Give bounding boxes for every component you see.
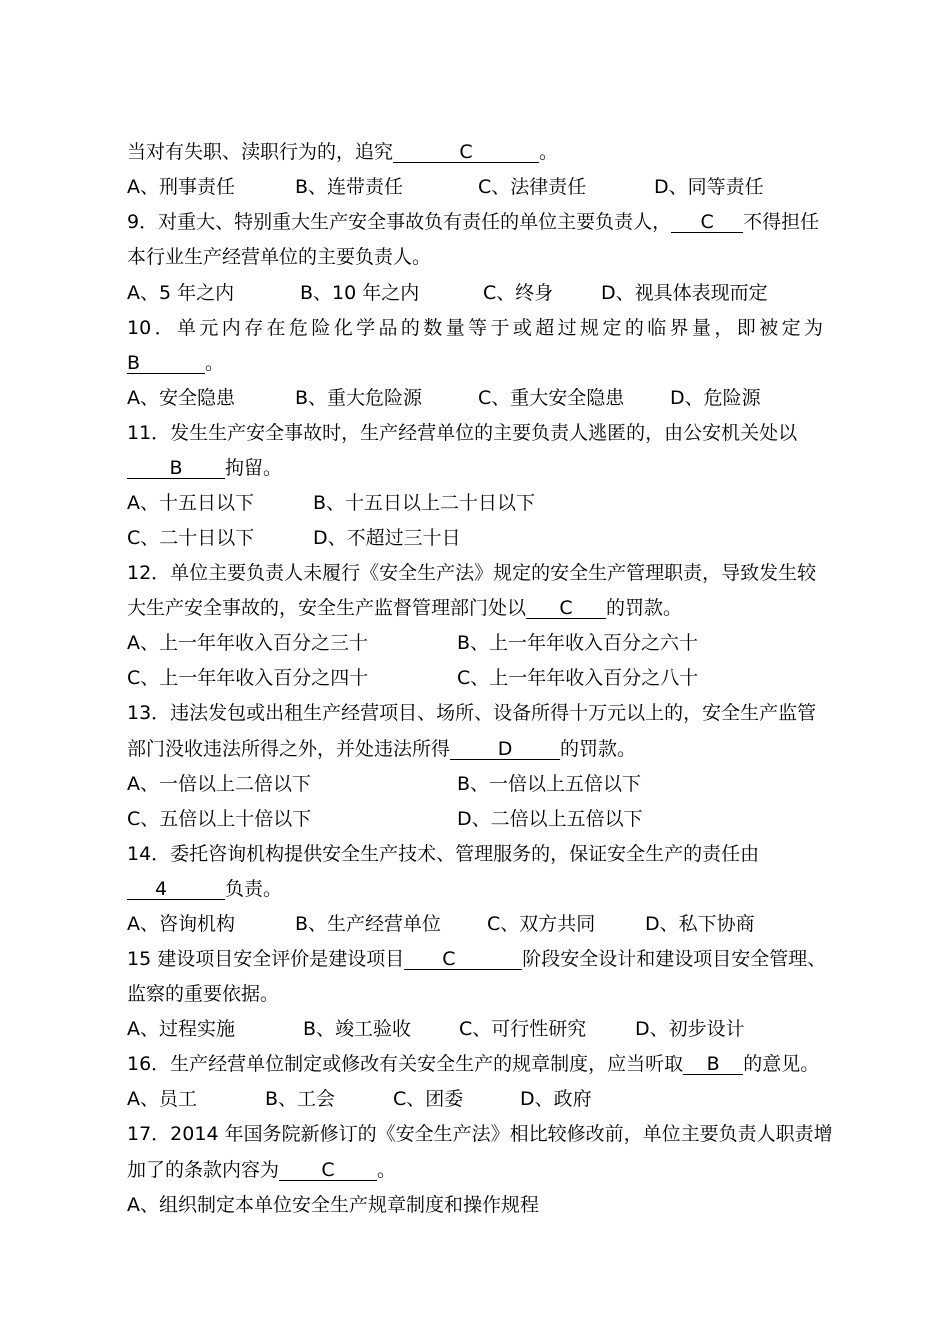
option-a: A、员工 bbox=[127, 1088, 197, 1110]
question-17-stem-line-2: 加了的条款内容为 C 。 bbox=[127, 1159, 397, 1181]
option-c: C、五倍以上十倍以下 bbox=[127, 808, 312, 830]
option-c: C、双方共同 bbox=[487, 913, 596, 935]
answer-blank: 4 bbox=[127, 877, 225, 900]
option-c: C、重大安全隐患 bbox=[478, 387, 625, 409]
option-c: C、上一年年收入百分之四十 bbox=[127, 667, 369, 689]
option-b: B、竣工验收 bbox=[303, 1018, 412, 1040]
option-d: D、危险源 bbox=[670, 387, 761, 409]
question-14-stem: 14．委托咨询机构提供安全生产技术、管理服务的，保证安全生产的责任由 bbox=[127, 843, 760, 865]
option-a: A、安全隐患 bbox=[127, 387, 235, 409]
question-16-stem: 16．生产经营单位制定或修改有关安全生产的规章制度，应当听取 B 的意见。 bbox=[127, 1053, 820, 1075]
option-d: D、视具体表现而定 bbox=[601, 282, 768, 304]
answer-blank: C bbox=[404, 947, 522, 970]
answer-blank: B bbox=[127, 456, 225, 479]
answer-blank: C bbox=[279, 1158, 377, 1181]
answer-blank: B bbox=[127, 351, 205, 374]
question-9-stem-line-2: 本行业生产经营单位的主要负责人。 bbox=[127, 246, 432, 268]
option-b: B、工会 bbox=[265, 1088, 336, 1110]
answer-blank: C bbox=[526, 596, 606, 619]
answer-blank: C bbox=[671, 210, 743, 233]
option-d: D、政府 bbox=[520, 1088, 592, 1110]
question-14-stem-line-2: 4 负责。 bbox=[127, 877, 282, 901]
question-9-stem: 9．对重大、特别重大生产安全事故负有责任的单位主要负责人， C 不得担任 bbox=[127, 211, 820, 233]
option-b: B、生产经营单位 bbox=[295, 913, 442, 935]
option-a: A、刑事责任 bbox=[127, 176, 235, 198]
option-b: B、上一年年收入百分之六十 bbox=[457, 632, 699, 654]
answer-blank: C bbox=[393, 140, 539, 163]
question-11-stem: 11．发生生产安全事故时，生产经营单位的主要负责人逃匿的，由公安机关处以 bbox=[127, 422, 798, 444]
option-c: C、终身 bbox=[483, 282, 554, 304]
option-b: B、十五日以上二十日以下 bbox=[313, 492, 536, 514]
option-c: C、团委 bbox=[393, 1088, 464, 1110]
option-b: B、10 年之内 bbox=[300, 282, 420, 304]
option-d: C、上一年年收入百分之八十 bbox=[457, 667, 699, 689]
option-a: A、5 年之内 bbox=[127, 282, 235, 304]
answer-blank: B bbox=[683, 1052, 743, 1075]
question-13-stem-line-2: 部门没收违法所得之外，并处违法所得 D 的罚款。 bbox=[127, 738, 637, 760]
option-d: D、私下协商 bbox=[645, 913, 755, 935]
option-a: A、上一年年收入百分之三十 bbox=[127, 632, 368, 654]
question-17-option-a: A、组织制定本单位安全生产规章制度和操作规程 bbox=[127, 1194, 539, 1216]
question-10-stem: 10．单元内存在危险化学品的数量等于或超过规定的临界量，即被定为 bbox=[127, 317, 823, 339]
option-d: D、初步设计 bbox=[635, 1018, 745, 1040]
option-c: C、可行性研究 bbox=[459, 1018, 587, 1040]
option-d: D、二倍以上五倍以下 bbox=[457, 808, 643, 830]
question-10-stem-line-2: B 。 bbox=[127, 352, 225, 374]
option-d: D、同等责任 bbox=[654, 176, 764, 198]
option-a: A、过程实施 bbox=[127, 1018, 235, 1040]
question-13-stem: 13．违法发包或出租生产经营项目、场所、设备所得十万元以上的，安全生产监管 bbox=[127, 702, 817, 724]
question-17-stem: 17．2014 年国务院新修订的《安全生产法》相比较修改前，单位主要负责人职责增 bbox=[127, 1123, 833, 1145]
answer-blank: D bbox=[450, 737, 560, 760]
question-12-stem: 12．单位主要负责人未履行《安全生产法》规定的安全生产管理职责，导致发生较 bbox=[127, 562, 817, 584]
option-a: A、咨询机构 bbox=[127, 913, 235, 935]
option-a: A、一倍以上二倍以下 bbox=[127, 773, 311, 795]
question-15-stem-line-2: 监察的重要依据。 bbox=[127, 983, 280, 1005]
question-8-stem-end: 当对有失职、渎职行为的，追究 C 。 bbox=[127, 141, 559, 163]
option-d: D、不超过三十日 bbox=[313, 527, 461, 549]
option-c: C、法律责任 bbox=[478, 176, 587, 198]
option-b: B、一倍以上五倍以下 bbox=[457, 773, 642, 795]
option-c: C、二十日以下 bbox=[127, 527, 255, 549]
question-11-stem-line-2: B 拘留。 bbox=[127, 456, 282, 480]
question-12-stem-line-2: 大生产安全事故的，安全生产监督管理部门处以 C 的罚款。 bbox=[127, 597, 683, 619]
option-a: A、十五日以下 bbox=[127, 492, 254, 514]
question-15-stem: 15 建设项目安全评价是建设项目 C 阶段安全设计和建设项目安全管理、 bbox=[127, 948, 827, 970]
option-b: B、重大危险源 bbox=[295, 387, 423, 409]
option-b: B、连带责任 bbox=[295, 176, 404, 198]
